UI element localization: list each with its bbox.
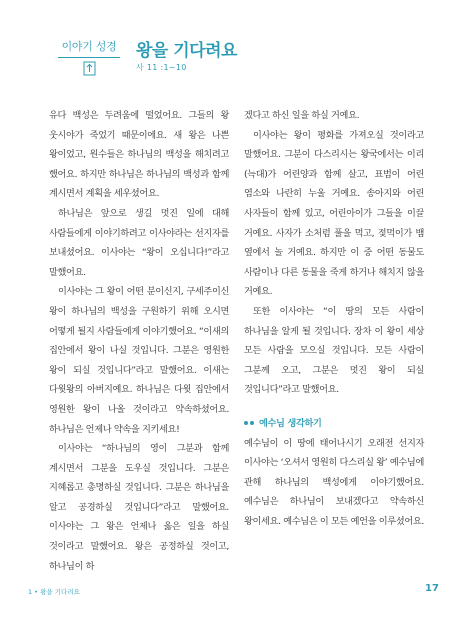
section-tag-rule	[58, 57, 120, 58]
section-tag-label: 이야기 성경	[61, 40, 117, 53]
page-title: 왕을 기다려요	[136, 41, 237, 61]
bullet-dots-icon	[244, 414, 256, 434]
paragraph: 겠다고 하신 일을 하실 거예요.	[244, 110, 360, 121]
think-section-heading-label: 예수님 생각하기	[259, 417, 322, 429]
section-tag	[58, 38, 120, 76]
paragraph: 이사야는 왕이 평화를 가져오실 것이라고 말했어요. 그분이 다스리시는 왕국에서는 이리(늑대)가 어린양과 함께 살고, 표범이 어린 염소와 나란히 누울 거예요. 송아지와 어린 사자들이 함께 있고, 어린아이가 그들을 이끌 거예요. 사자가 소처럼 풀을 먹고, 젖먹이가 뱀 옆에서 놀 거예요. 하지만 이 중 어떤 동물도 사람이나 다른 동물을 죽게 하거나 해치지 않을 거예요.	[244, 129, 424, 298]
page-number: 17	[425, 583, 439, 594]
paragraph: 이사야는 “하나님의 영이 그분과 함께 계시면서 그분을 도우실 것입니다. 그분은 지혜롭고 총명하실 것입니다. 그분은 하나님을 알고 공경하실 것입니다”라고 말했어요. 이사야는 그 왕은 언제나 옳은 일을 하실 것이라고 말했어요. 왕은 공정하실 것이고, 하나님이 하	[49, 443, 229, 572]
paragraph: 하나님은 앞으로 생길 멋진 일에 대해 사람들에게 이야기하려고 이사야라는 선지자를 보내셨어요. 이사야는 “왕이 오십니다!”라고 말했어요.	[49, 207, 229, 278]
think-section-heading	[244, 414, 424, 434]
scripture-reference: 사 11 :1~10	[136, 63, 187, 72]
book-arrow-icon	[83, 61, 96, 76]
think-section-body: 예수님이 이 땅에 태어나시기 오래전 선지자 이사야는 ‘오셔서 영원히 다스리실 왕’ 예수님에 관해 하나님의 백성에게 이야기했어요. 예수님은 하나님이 보내겠다고 약속하신 왕이세요. 예수님은 이 모든 예언을 이루셨어요.	[244, 437, 424, 527]
paragraph: 이사야는 그 왕이 어떤 분이신지, 구세주이신 왕이 하나님의 백성을 구원하기 위해 오시면 어떻게 될지 사람들에게 이야기했어요. “이새의 집안에서 왕이 나실 것입니다. 그분은 영원한 왕이 되실 것입니다”라고 말했어요. 이새는 다윗왕의 아버지예요. 하나님은 다윗 집안에서 영원한 왕이 나올 것이라고 약속하셨어요. 하나님은 언제나 약속을 지키세요!	[49, 286, 229, 435]
paragraph: 유다 백성은 두려움에 떨었어요. 그들의 왕 웃시야가 죽었기 때문이에요. 새 왕은 나쁜 왕이었고, 원수들은 하나님의 백성을 해치려고 했어요. 하지만 하나님은 하나님의 백성과 함께 계시면서 계획을 세우셨어요.	[49, 110, 229, 200]
running-head: 1 • 왕을 기다려요	[28, 588, 80, 596]
right-column	[244, 106, 424, 531]
paragraph: 또한 이사야는 “이 땅의 모든 사람이 하나님을 알게 될 것입니다. 장차 이 왕이 세상 모든 사람을 모으실 것입니다. 모든 사람이 그분께 오고, 그분은 멋진 왕이 되실 것입니다”라고 말했어요.	[244, 305, 424, 396]
left-column	[49, 106, 229, 576]
